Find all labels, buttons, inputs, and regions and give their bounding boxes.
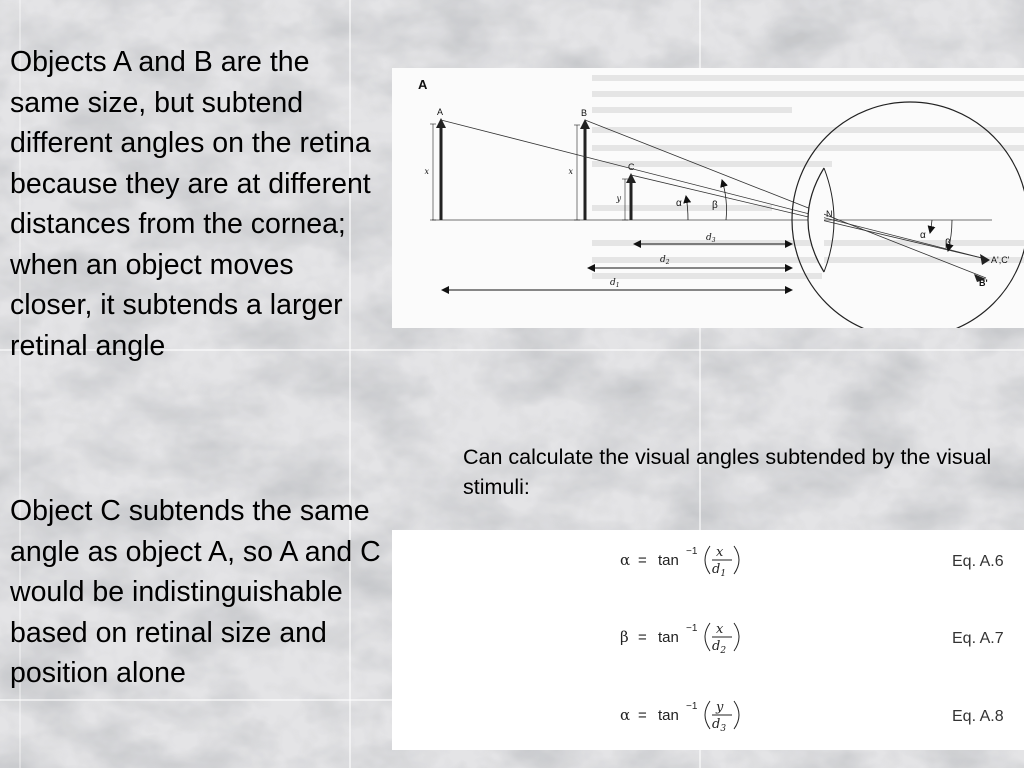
svg-text:=: = bbox=[638, 707, 647, 724]
equation-a8 bbox=[620, 700, 1004, 734]
eq3-denominator: $d_3$ bbox=[712, 717, 727, 734]
eq2-exponent: −1 bbox=[686, 623, 698, 634]
equation-a7 bbox=[620, 622, 1004, 656]
height-y-c: y bbox=[616, 194, 621, 203]
panel-label: A bbox=[418, 77, 428, 92]
explanation-object-c: Object C subtends the same angle as object A, so A and C would be indistinguishable based on retinal size and position alone bbox=[10, 495, 381, 689]
svg-text:=: = bbox=[638, 629, 647, 646]
eq1-label: Eq. A.6 bbox=[952, 553, 1004, 570]
eq3-exponent: −1 bbox=[686, 701, 698, 712]
alpha-label: α bbox=[676, 198, 682, 209]
eq3-label: Eq. A.8 bbox=[952, 708, 1004, 725]
image-ac-label: A',C' bbox=[991, 255, 1010, 265]
eq2-lhs: β bbox=[620, 628, 629, 646]
beta-label: β bbox=[712, 200, 718, 211]
faded-background-text bbox=[592, 78, 1024, 276]
eq1-lhs: α bbox=[620, 551, 631, 569]
light-rays bbox=[441, 120, 986, 278]
height-x-b: x bbox=[568, 167, 573, 176]
eq2-label: Eq. A.7 bbox=[952, 630, 1004, 647]
distance-d1-label: $d_1$ bbox=[610, 278, 620, 289]
object-b-label: B bbox=[581, 108, 588, 118]
beta-arc bbox=[722, 180, 726, 220]
retina-alpha-arc bbox=[930, 220, 932, 233]
retina-beta-label: β bbox=[945, 238, 951, 249]
cornea bbox=[808, 168, 824, 272]
height-x-a: x bbox=[424, 167, 429, 176]
object-a-label: A bbox=[437, 107, 444, 117]
equations-panel bbox=[392, 530, 1024, 750]
visual-angle-diagram bbox=[392, 68, 1024, 328]
eq3-lhs: α bbox=[620, 706, 631, 724]
object-c-label: C bbox=[628, 162, 635, 172]
retina-alpha-label: α bbox=[920, 230, 926, 241]
svg-text:=: = bbox=[638, 552, 647, 569]
calculation-caption: Can calculate the visual angles subtended by the visual stimuli: bbox=[463, 445, 992, 499]
eq2-numerator: x bbox=[716, 622, 724, 637]
equation-a6 bbox=[620, 545, 1004, 579]
explanation-objects-a-b: Objects A and B are the same size, but subtend different angles on the retina because they are at different distances from the cornea; when an object moves closer, it subtends a larger retinal angle bbox=[10, 46, 371, 362]
diagram-svg bbox=[392, 68, 1024, 328]
eq2-denominator: $d_2$ bbox=[712, 639, 727, 656]
distance-d3-label: $d_3$ bbox=[706, 233, 716, 244]
distance-d2-label: $d_2$ bbox=[660, 255, 670, 266]
eq1-func: tan bbox=[658, 552, 679, 569]
eq1-exponent: −1 bbox=[686, 546, 698, 557]
eq3-func: tan bbox=[658, 707, 679, 724]
eq3-numerator: y bbox=[716, 700, 724, 715]
eq1-numerator: x bbox=[716, 545, 724, 560]
image-b-label: B' bbox=[979, 278, 988, 288]
equations-svg bbox=[392, 530, 1024, 750]
eq2-func: tan bbox=[658, 629, 679, 646]
nodal-point-label: N bbox=[826, 209, 833, 219]
eq1-denominator: $d_1$ bbox=[712, 562, 727, 579]
